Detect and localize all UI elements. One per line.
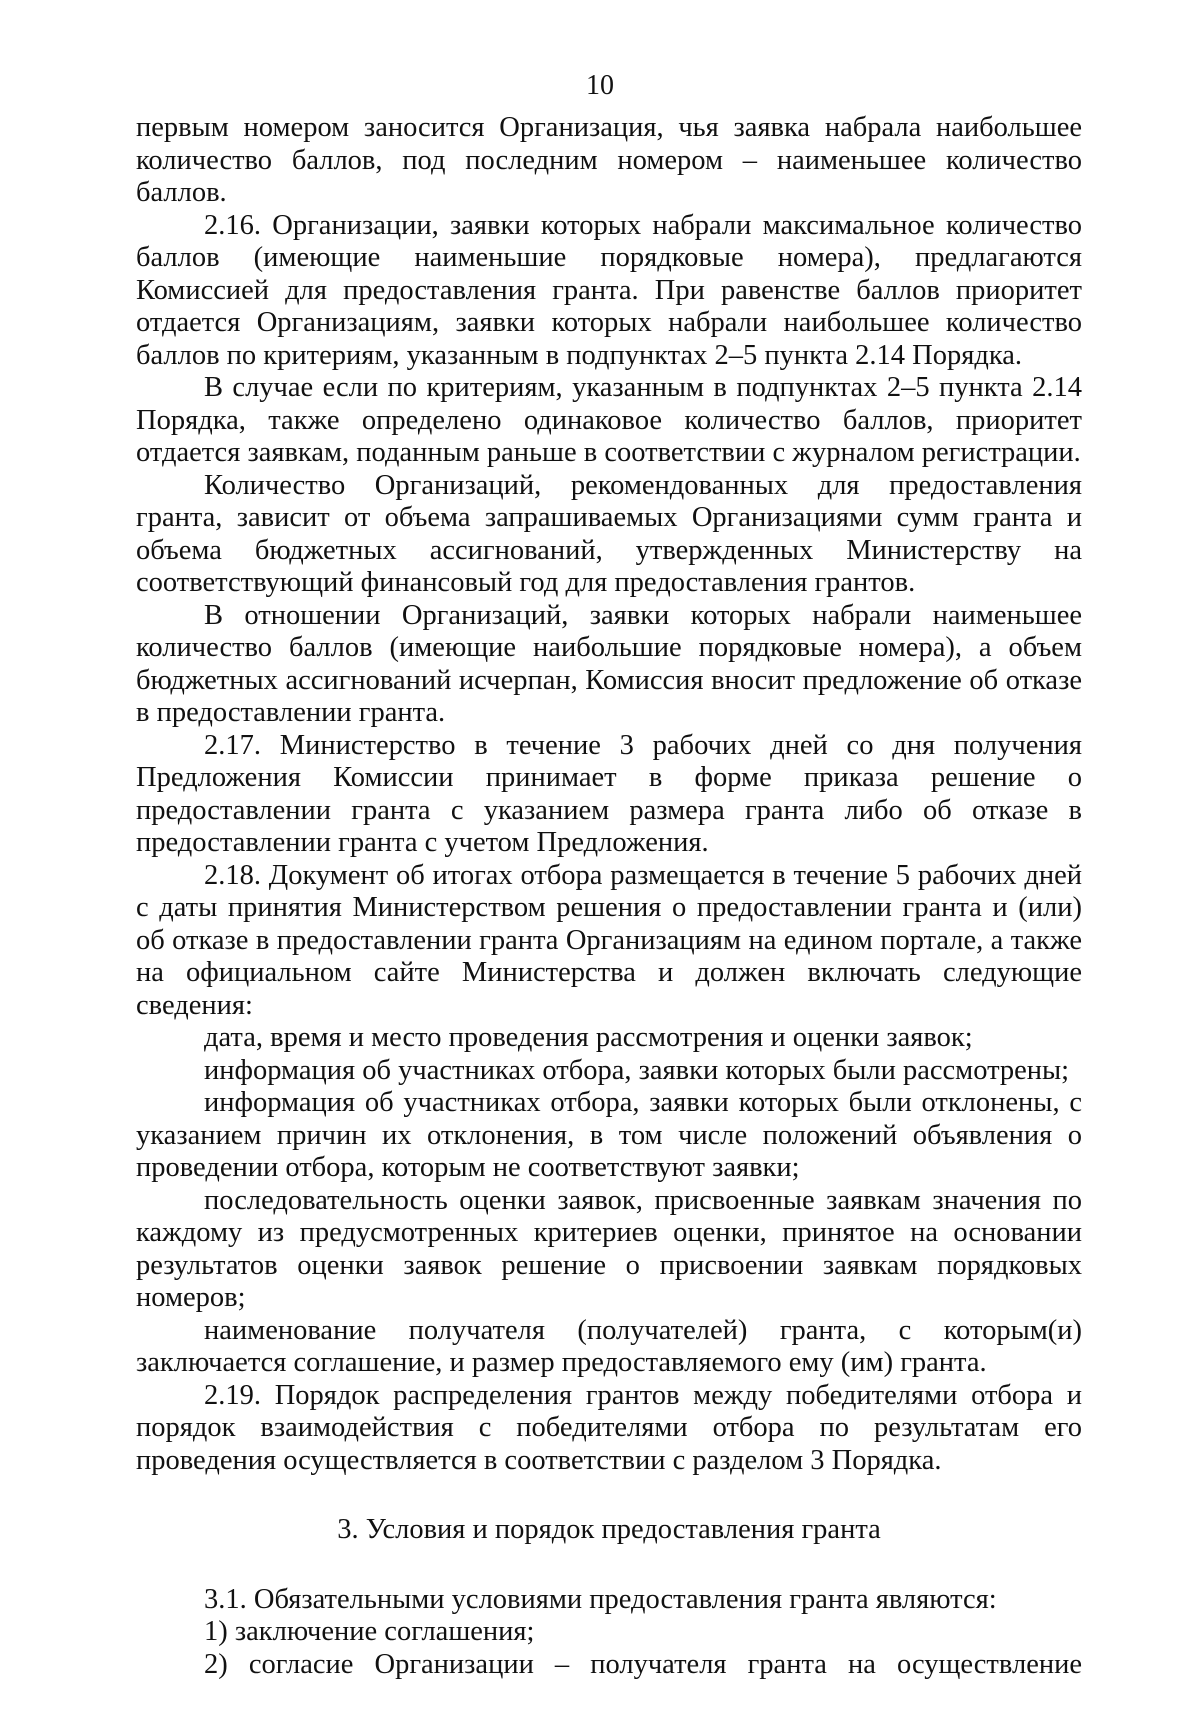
paragraph-3-1: 3.1. Обязательными условиями предоставления гранта являются:: [204, 1583, 997, 1615]
list-item-rejected: информация об участниках отбора, заявки которых были отклонены, с указанием причин их отклонения, в том числе положений объявления о проведении отбора, которым не соответствуют заявки;: [136, 1087, 1082, 1183]
section-heading: 3. Условия и порядок предоставления гранта: [337, 1514, 881, 1545]
document-body: [136, 112, 1082, 1681]
page-number: 10: [586, 70, 614, 101]
paragraph-continuation: первым номером заносится Организация, чья заявка набрала наибольшее количество баллов, под последним номером – наименьшее количество баллов.: [136, 112, 1082, 208]
list-item-recipient-name: наименование получателя (получателей) гранта, с которым(и) заключается соглашение, и размер предоставляемого ему (им) гранта.: [136, 1314, 1082, 1378]
list-item-consent: 2) согласие Организации – получателя гранта на осуществление: [204, 1648, 1082, 1680]
paragraph-organizations-count: Количество Организаций, рекомендованных для предоставления гранта, зависит от объема запрашиваемых Организациями сумм гранта и объема бюджетных ассигнований, утвержденных Министерству на соответствующий финансовый год для предоставления грантов.: [136, 469, 1082, 598]
list-item-date-place: дата, время и место проведения рассмотрения и оценки заявок;: [204, 1022, 973, 1053]
paragraph-2-19: 2.19. Порядок распределения грантов между победителями отбора и порядок взаимодействия с победителями отбора по результатам его проведения осуществляется в соответствии с разделом 3 Порядка.: [136, 1379, 1082, 1476]
list-item-evaluation-sequence: последовательность оценки заявок, присвоенные заявкам значения по каждому из предусмотренных критериев оценки, принятое на основании результатов оценки заявок решение о присвоении заявкам порядковых номеров;: [136, 1184, 1082, 1313]
paragraph-2-18: 2.18. Документ об итогах отбора размещается в течение 5 рабочих дней с даты принятия Министерством решения о предоставлении гранта и (или) об отказе в предоставлении гранта Организациям на едином портале, а также на официальном сайте Министерства и должен включать следующие сведения:: [136, 859, 1082, 1021]
list-item-agreement: 1) заключение соглашения;: [204, 1616, 535, 1647]
list-item-considered: информация об участниках отбора, заявки которых были рассмотрены;: [204, 1054, 1070, 1086]
paragraph-equal-scores: В случае если по критериям, указанным в подпунктах 2–5 пункта 2.14 Порядка, также определено одинаковое количество баллов, приоритет отдается заявкам, поданным раньше в соответствии с журналом регистрации.: [136, 372, 1082, 468]
paragraph-2-17: 2.17. Министерство в течение 3 рабочих дней со дня получения Предложения Комиссии принимает в форме приказа решение о предоставлении гранта с указанием размера гранта либо об отказе в предоставлении гранта с учетом Предложения.: [136, 729, 1082, 858]
paragraph-2-16: 2.16. Организации, заявки которых набрали максимальное количество баллов (имеющие наименьшие порядковые номера), предлагаются Комиссией для предоставления гранта. При равенстве баллов приоритет отдается Организациям, заявки которых набрали наибольшее количество баллов по критериям, указанным в подпунктах 2–5 пункта 2.14 Порядка.: [136, 209, 1082, 371]
paragraph-refusal: В отношении Организаций, заявки которых набрали наименьшее количество баллов (имеющие наибольшие порядковые номера), а объем бюджетных ассигнований исчерпан, Комиссия вносит предложение об отказе в предоставлении гранта.: [136, 599, 1082, 728]
